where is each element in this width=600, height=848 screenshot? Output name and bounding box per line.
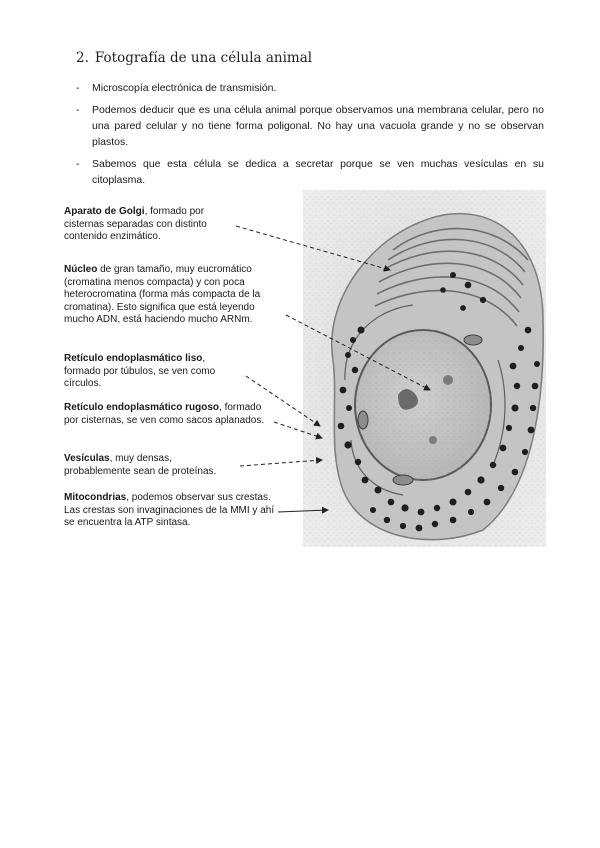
- label-desc: de gran tamaño, muy eucromático (cromatina menos compacta) y con poca heterocromatina (forma más compacta de la cromatina). Esto significa que está leyendo mucho ADN, está haciendo mucho ARNm.: [64, 264, 261, 325]
- label-rough-er: [64, 402, 274, 427]
- cell-micrograph-icon: [303, 190, 546, 547]
- label-vesicles: [64, 453, 240, 478]
- list-item: [76, 156, 544, 188]
- label-desc: , muy densas, probablemente sean de proteínas.: [64, 453, 217, 477]
- label-term: Mitocondrias: [64, 492, 127, 503]
- label-desc: , formado por cisternas separadas con distinto contenido enzimático.: [64, 206, 207, 242]
- label-nucleus: [64, 264, 282, 327]
- section-number: 2.: [76, 50, 89, 66]
- label-term: Vesículas: [64, 453, 110, 464]
- bullet-text: Sabemos que esta célula se dedica a secretar porque se ven muchas vesículas en su citoplasma.: [92, 158, 544, 186]
- label-term: Núcleo: [64, 264, 98, 275]
- bullet-marker: -: [76, 104, 80, 116]
- section-heading: [76, 50, 312, 66]
- bullet-text: Podemos deducir que es una célula animal porque observamos una membrana celular, pero no una pared celular y no tiene forma poligonal. No hay una vacuola grande y no se observan plastos.: [92, 104, 544, 148]
- micrograph-image: [303, 190, 546, 547]
- label-term: Retículo endoplasmático liso: [64, 353, 203, 364]
- label-desc: , formado por túbulos, se ven como círculos.: [64, 353, 216, 389]
- label-term: Aparato de Golgi: [64, 206, 145, 217]
- annotated-figure: [60, 190, 546, 548]
- list-item: [76, 102, 544, 150]
- label-desc: , formado por cisternas, se ven como sacos aplanados.: [64, 402, 265, 426]
- label-term: Retículo endoplasmático rugoso: [64, 402, 220, 413]
- bullet-text: Microscopía electrónica de transmisión.: [92, 82, 277, 94]
- label-smooth-er: [64, 353, 242, 391]
- label-desc: , podemos observar sus crestas. Las crestas son invaginaciones de la MMI y ahí se encuentra la ATP sintasa.: [64, 492, 275, 528]
- section-title: Fotografía de una célula animal: [94, 50, 313, 66]
- bullet-marker: -: [76, 158, 80, 170]
- bullet-list: [76, 80, 544, 194]
- label-golgi: [64, 206, 236, 244]
- label-mitochondria: [64, 492, 276, 530]
- bullet-marker: -: [76, 82, 80, 94]
- list-item: [76, 80, 544, 96]
